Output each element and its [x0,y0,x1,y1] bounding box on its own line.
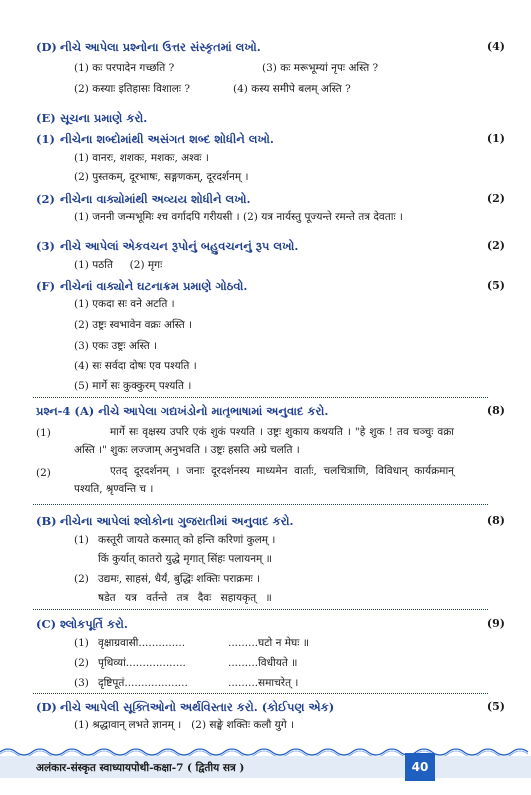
section-f-heading: (F) નીચેનાં વાક્યોને ઘટનાક્રમ પ્રમાણે ગોઠવો. [36,279,248,293]
question-e3-heading: (3) નીચે આપેલાં એકવચન રૂપોનું બહુવચનનું રૂપ લખો. [36,239,299,253]
list-item: (4) सः सर्वदा दोषः एव पश्यति । [74,360,197,372]
question-item: (2) पुस्तकम्, दूरभाषः, सङ्गणकम्, दूरदर्शनम् । [74,171,249,183]
question-item: (2) कस्याः इतिहासः विशालः ? [74,83,190,95]
question-e3-marks: (2) [486,239,505,252]
passage-1: मार्गे सः वृक्षस्य उपरि एकं शुकं पश्यति । उष्ट्रः शुकाय कथयति । "हे शुक ! तव चञ्चुः वक्रा अस्ति ।" शुकः लज्जाम् अनुभवति । उष्ट्रः हसति अग्रे चलति । [74,426,454,456]
section-c-marks: (9) [486,617,505,630]
question-4-marks: (8) [486,404,505,417]
question-e2-heading: (2) નીચેના વાક્યોમાંથી અવ્યય શોધીને લખો. [36,192,251,206]
section-e-heading: (E) સૂચના પ્રમાણે કરો. [36,111,148,125]
question-item: (1) जननी जन्मभूमिः श्च वर्गादपि गरीयसी । (2) यत्र नार्यस्तु पूज्यन्ते रमन्ते तत्र देवताः । [74,211,403,223]
shloka-line: (1) कस्तूरी जायते कस्मात् को हन्ति करिणां कुलम् । [74,534,276,546]
divider [33,504,488,505]
section-d-heading: (D) નીચે આપેલા પ્રશ્નોના ઉત્તર સંસ્કૃતમાં લખો. [36,40,261,54]
section-d2-heading: (D) નીચે આપેલી સૂક્તિઓનો અર્થવિસ્તાર કરો. (કોઈપણ એક) [36,700,335,714]
question-4-heading: પ્રશ્ન-4 (A) નીચે આપેલા ગદ્યખંડોનો માતૃભાષામાં અનુવાદ કરો. [36,404,329,418]
divider [33,397,488,398]
list-item: (3) एकः उष्ट्रः अस्ति । [74,340,158,352]
fill-item-answer: .........घटो न मेघः ॥ [228,637,309,649]
fill-item-answer: .........विधीयते ॥ [228,657,298,669]
shloka-line: षडेत यत्र वर्तन्ते तत्र दैवः सहायकृत् ॥ [98,592,272,604]
divider [33,693,488,694]
list-item: (5) मार्गे सः कुक्कुरम् पश्यति । [74,380,192,392]
fill-item: (2) पृथिव्यां.................. [74,657,186,669]
shloka-line: किं कुर्यात् कातरो युद्धे मृगात् सिंहः पलायनम् ॥ [98,553,272,565]
section-b-heading: (B) નીચેના આપેલાં શ્લોકોના ગુજરાતીમાં અનુવાદ કરો. [36,514,294,528]
question-item: (3) कः मरूभूम्यां नृपः अस्ति ? [262,62,379,74]
question-e1-marks: (1) [486,132,505,145]
divider [33,609,488,610]
page-number: 40 [405,753,435,781]
question-e1-heading: (1) નીચેના શબ્દોમાંથી અસંગત શબ્દ શોધીને લખો. [36,132,274,146]
shloka-line: (2) उद्यमः, साहसं, धैर्यं, बुद्धिः शक्तिः पराक्रमः । [74,573,261,585]
passage-2: एतद् दूरदर्शनम् । जनाः दूरदर्शनस्य माध्यमेन वार्ताः, चलचित्राणि, विविधान् कार्यक्रमान् पश्यति, श्रृण्वन्ति च । [74,465,454,495]
list-item: (1) एकदा सः वने अटति । [74,298,175,310]
section-d2-marks: (5) [486,700,505,713]
section-c-heading: (C) શ્લોકપૂર્તિ કરો. [36,617,128,631]
passage-number: (1) [36,427,51,439]
section-d-marks: (4) [486,40,505,53]
footer-title: अलंकार-संस्कृत स्वाध्यायपोथी-कक्षा-7 ( द्वितीय सत्र ) [36,762,245,774]
question-item: (1) पठति (2) मृगः [74,259,163,271]
fill-item: (1) वृक्षाग्रवासी.............. [74,637,186,649]
section-b-marks: (8) [486,514,505,527]
question-item: (4) कस्य समीपे बलम् अस्ति ? [233,83,351,95]
question-item: (1) श्रद्धावान् लभते ज्ञानम् । (2) सङ्घे शक्तिः कलौ युगे । [74,719,294,731]
question-item: (1) वानरः, शशकः, मशकः, अश्वः । [74,152,209,164]
list-item: (2) उष्ट्रः स्वभावेन वक्रः अस्ति । [74,319,193,331]
fill-item: (3) दृष्टिपूतं................... [74,677,188,689]
fill-item-answer: .........समाचरेत् । [228,677,299,689]
passage-number: (2) [36,467,51,479]
question-e2-marks: (2) [486,192,505,205]
question-item: (1) कः परपादेन गच्छति ? [74,62,175,74]
section-f-marks: (5) [486,279,505,292]
